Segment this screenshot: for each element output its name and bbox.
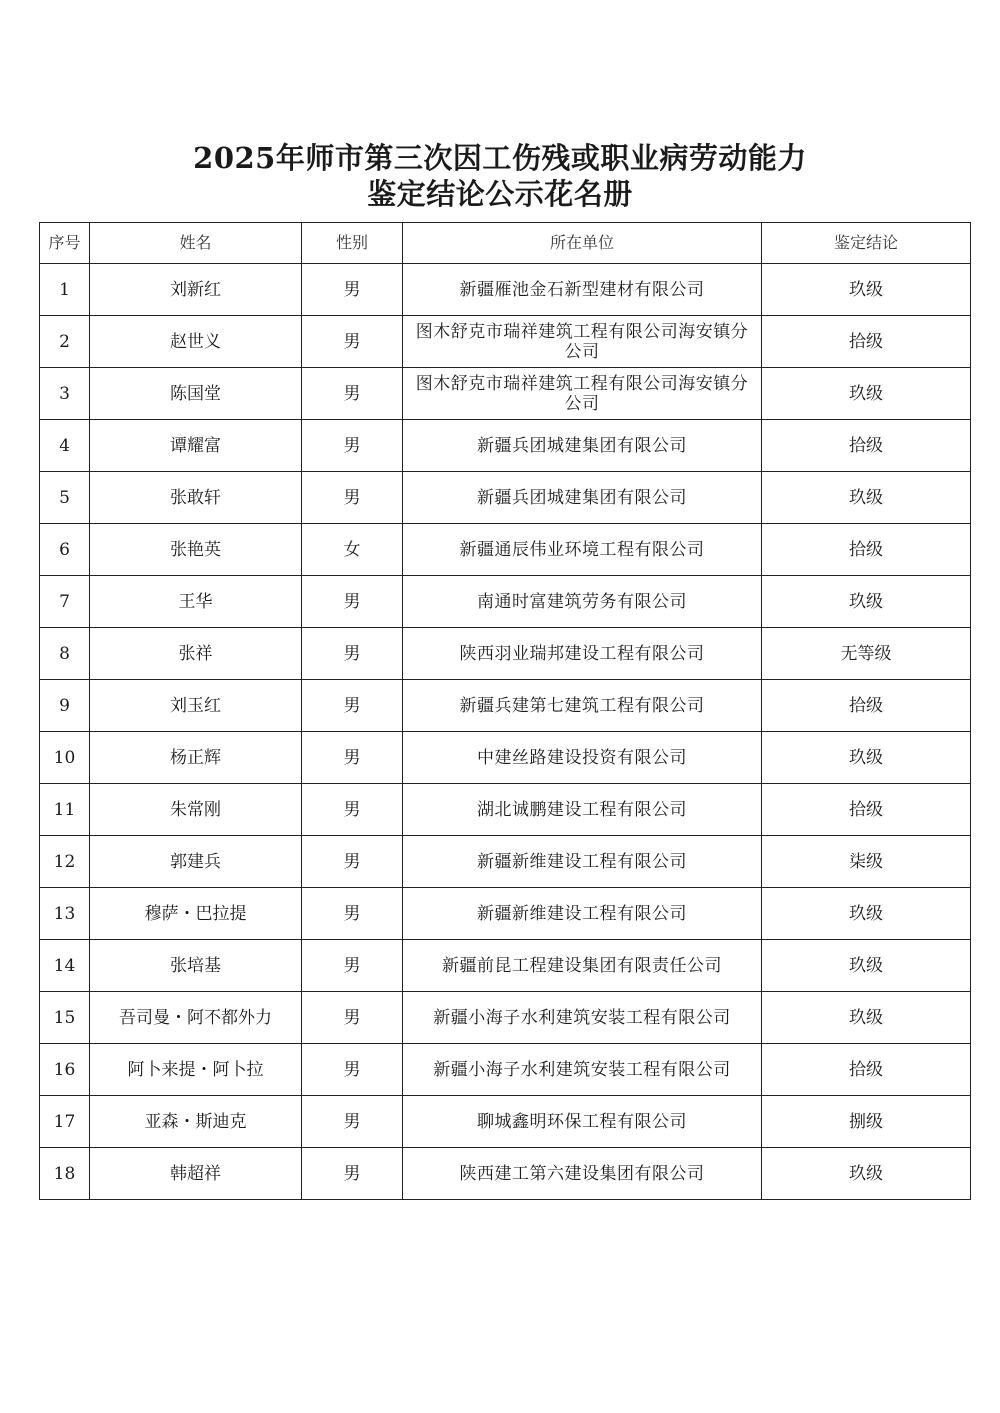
- header-gender: 性别: [302, 223, 403, 264]
- cell-result: 柒级: [762, 836, 971, 888]
- cell-gender: 男: [302, 888, 403, 940]
- cell-unit: 聊城鑫明环保工程有限公司: [403, 1096, 762, 1148]
- cell-unit: 湖北诚鹏建设工程有限公司: [403, 784, 762, 836]
- header-name: 姓名: [90, 223, 302, 264]
- cell-index: 7: [40, 576, 90, 628]
- cell-index: 12: [40, 836, 90, 888]
- cell-gender: 男: [302, 368, 403, 420]
- table-row: [40, 680, 971, 732]
- cell-name: 王华: [90, 576, 302, 628]
- table-row: [40, 472, 971, 524]
- cell-name: 张培基: [90, 940, 302, 992]
- table-row: [40, 1148, 971, 1200]
- cell-index: 2: [40, 316, 90, 368]
- cell-index: 4: [40, 420, 90, 472]
- cell-unit: 陕西建工第六建设集团有限公司: [403, 1148, 762, 1200]
- cell-gender: 男: [302, 836, 403, 888]
- cell-gender: 男: [302, 1148, 403, 1200]
- cell-index: 14: [40, 940, 90, 992]
- cell-result: 拾级: [762, 420, 971, 472]
- cell-result: 拾级: [762, 524, 971, 576]
- cell-result: 玖级: [762, 576, 971, 628]
- cell-name: 张艳英: [90, 524, 302, 576]
- cell-result: 拾级: [762, 784, 971, 836]
- table-body: [40, 264, 971, 1200]
- table-row: [40, 888, 971, 940]
- cell-index: 16: [40, 1044, 90, 1096]
- cell-unit: 陕西羽业瑞邦建设工程有限公司: [403, 628, 762, 680]
- cell-index: 13: [40, 888, 90, 940]
- cell-unit: 南通时富建筑劳务有限公司: [403, 576, 762, 628]
- cell-gender: 男: [302, 992, 403, 1044]
- cell-index: 15: [40, 992, 90, 1044]
- cell-result: 无等级: [762, 628, 971, 680]
- cell-unit: 新疆小海子水利建筑安装工程有限公司: [403, 992, 762, 1044]
- cell-name: 穆萨・巴拉提: [90, 888, 302, 940]
- cell-unit: 中建丝路建设投资有限公司: [403, 732, 762, 784]
- cell-index: 1: [40, 264, 90, 316]
- cell-index: 11: [40, 784, 90, 836]
- document-title-line-1: 2025年师市第三次因工伤残或职业病劳动能力: [193, 141, 807, 175]
- cell-name: 张敢轩: [90, 472, 302, 524]
- cell-gender: 男: [302, 680, 403, 732]
- cell-name: 韩超祥: [90, 1148, 302, 1200]
- cell-unit: 新疆新维建设工程有限公司: [403, 888, 762, 940]
- cell-name: 陈国堂: [90, 368, 302, 420]
- cell-unit: 新疆新维建设工程有限公司: [403, 836, 762, 888]
- cell-result: 拾级: [762, 680, 971, 732]
- roster-table: [39, 222, 971, 1200]
- cell-name: 杨正辉: [90, 732, 302, 784]
- cell-result: 玖级: [762, 940, 971, 992]
- cell-name: 吾司曼・阿不都外力: [90, 992, 302, 1044]
- cell-gender: 男: [302, 1044, 403, 1096]
- cell-result: 玖级: [762, 472, 971, 524]
- cell-name: 朱常刚: [90, 784, 302, 836]
- cell-unit: 新疆小海子水利建筑安装工程有限公司: [403, 1044, 762, 1096]
- cell-result: 玖级: [762, 732, 971, 784]
- table-row: [40, 732, 971, 784]
- cell-index: 8: [40, 628, 90, 680]
- table-row: [40, 784, 971, 836]
- table-row: [40, 628, 971, 680]
- table-row: [40, 316, 971, 368]
- cell-gender: 男: [302, 472, 403, 524]
- document-title-line-2: 鉴定结论公示花名册: [367, 177, 633, 211]
- cell-index: 18: [40, 1148, 90, 1200]
- cell-gender: 男: [302, 316, 403, 368]
- table-row: [40, 1044, 971, 1096]
- cell-name: 刘玉红: [90, 680, 302, 732]
- cell-name: 阿卜来提・阿卜拉: [90, 1044, 302, 1096]
- cell-unit: 新疆兵团城建集团有限公司: [403, 472, 762, 524]
- table-row: [40, 420, 971, 472]
- cell-name: 郭建兵: [90, 836, 302, 888]
- cell-gender: 男: [302, 420, 403, 472]
- cell-gender: 男: [302, 940, 403, 992]
- cell-gender: 男: [302, 732, 403, 784]
- table-row: [40, 992, 971, 1044]
- cell-unit: 图木舒克市瑞祥建筑工程有限公司海安镇分公司: [403, 368, 762, 420]
- cell-unit: 新疆前昆工程建设集团有限责任公司: [403, 940, 762, 992]
- table-row: [40, 940, 971, 992]
- cell-unit: 新疆通辰伟业环境工程有限公司: [403, 524, 762, 576]
- cell-index: 9: [40, 680, 90, 732]
- table-row: [40, 524, 971, 576]
- table-row: [40, 1096, 971, 1148]
- cell-gender: 男: [302, 264, 403, 316]
- table-header-row: [40, 223, 971, 264]
- header-result: 鉴定结论: [762, 223, 971, 264]
- table-row: [40, 368, 971, 420]
- cell-unit: 图木舒克市瑞祥建筑工程有限公司海安镇分公司: [403, 316, 762, 368]
- cell-index: 5: [40, 472, 90, 524]
- cell-gender: 男: [302, 628, 403, 680]
- cell-result: 拾级: [762, 316, 971, 368]
- cell-name: 谭耀富: [90, 420, 302, 472]
- header-unit: 所在单位: [403, 223, 762, 264]
- cell-unit: 新疆雁池金石新型建材有限公司: [403, 264, 762, 316]
- cell-gender: 女: [302, 524, 403, 576]
- cell-index: 17: [40, 1096, 90, 1148]
- cell-gender: 男: [302, 1096, 403, 1148]
- cell-result: 捌级: [762, 1096, 971, 1148]
- cell-result: 玖级: [762, 264, 971, 316]
- cell-gender: 男: [302, 576, 403, 628]
- table-row: [40, 576, 971, 628]
- cell-index: 10: [40, 732, 90, 784]
- cell-name: 张祥: [90, 628, 302, 680]
- cell-name: 刘新红: [90, 264, 302, 316]
- cell-gender: 男: [302, 784, 403, 836]
- cell-name: 赵世义: [90, 316, 302, 368]
- cell-result: 玖级: [762, 992, 971, 1044]
- cell-index: 6: [40, 524, 90, 576]
- cell-result: 玖级: [762, 368, 971, 420]
- cell-result: 玖级: [762, 1148, 971, 1200]
- table-row: [40, 264, 971, 316]
- cell-index: 3: [40, 368, 90, 420]
- header-index: 序号: [40, 223, 90, 264]
- cell-unit: 新疆兵团城建集团有限公司: [403, 420, 762, 472]
- cell-result: 玖级: [762, 888, 971, 940]
- cell-result: 拾级: [762, 1044, 971, 1096]
- cell-name: 亚森・斯迪克: [90, 1096, 302, 1148]
- cell-unit: 新疆兵建第七建筑工程有限公司: [403, 680, 762, 732]
- table-row: [40, 836, 971, 888]
